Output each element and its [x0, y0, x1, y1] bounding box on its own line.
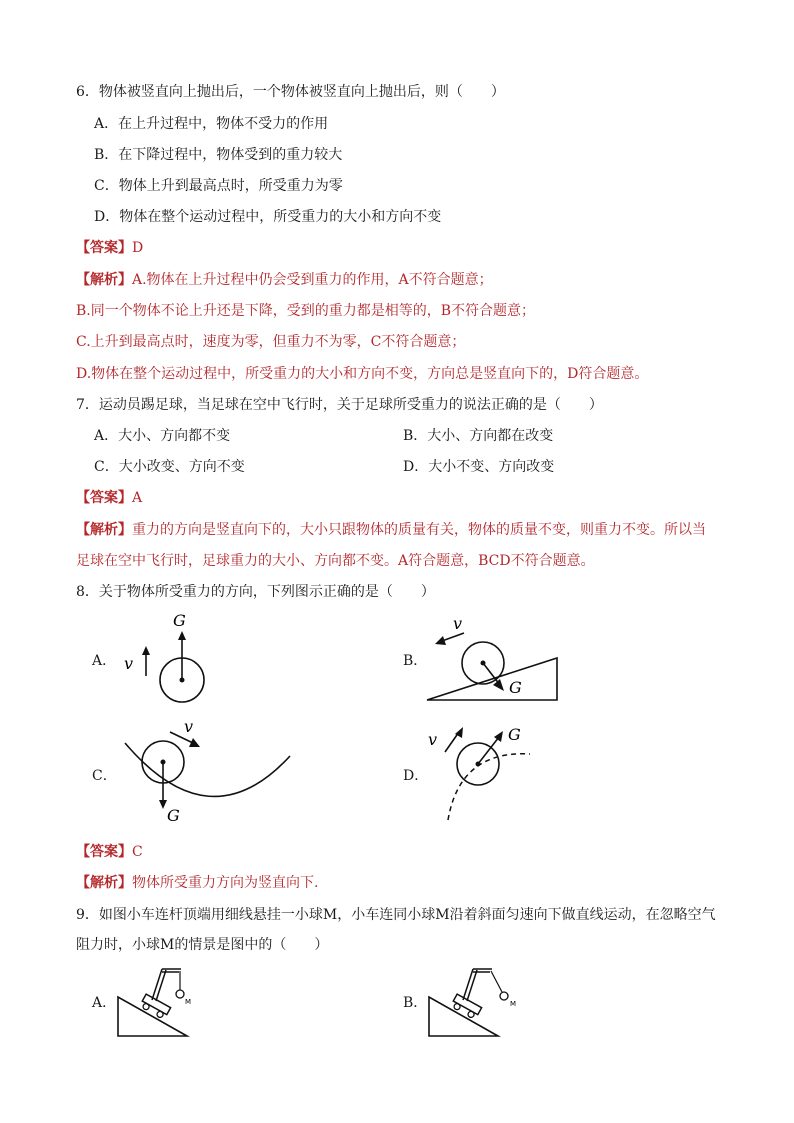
q8-figure-d — [420, 720, 550, 830]
q8-figure-a-label: A． — [92, 653, 117, 669]
q9-figure-a — [115, 962, 195, 1040]
q6-analysis-line-3: C.上升到最高点时，速度为零，但重力不为零，C不符合题意； — [76, 334, 466, 350]
q7-option-b: B．大小、方向都在改变 — [403, 428, 554, 444]
ball-label: M — [510, 1000, 517, 1008]
gravity-arrowhead — [494, 731, 503, 742]
q9-stem-line-1: 9．如图小车连杆顶端用细线悬挂一小球M，小车连同小球M沿着斜面匀速向下做直线运动，在忽略空气 — [76, 907, 716, 923]
answer-value: A — [132, 490, 143, 506]
q9-figure-a-label: A． — [92, 995, 117, 1011]
q6-analysis-line-1 — [76, 270, 493, 290]
velocity-arrowhead — [142, 646, 150, 655]
q8-figure-c-label: C． — [92, 768, 117, 784]
q8-stem: 8．关于物体所受重力的方向，下列图示正确的是（ ） — [76, 584, 435, 600]
q6-option-c: C．物体上升到最高点时，所受重力为零 — [94, 178, 343, 194]
incline — [427, 658, 557, 700]
answer-value: D — [132, 240, 144, 256]
incline — [429, 997, 498, 1036]
trajectory-dashed — [448, 754, 530, 820]
q8-figure-d-label: D． — [403, 768, 429, 784]
q8-figure-a — [115, 610, 225, 710]
gravity-arrowhead — [159, 800, 167, 809]
answer-value: C — [132, 844, 143, 860]
q8-figure-c — [115, 718, 300, 828]
q7-option-a: A．大小、方向都不变 — [94, 428, 231, 444]
q7-stem: 7．运动员踢足球，当足球在空中飞行时，关于足球所受重力的说法正确的是（ ） — [76, 397, 603, 413]
cart — [139, 994, 170, 1020]
ball-m — [176, 990, 184, 998]
q6-analysis-line-2: B.同一个物体不论上升还是下降，受到的重力都是相等的，B不符合题意； — [76, 303, 536, 319]
velocity-arrowhead — [435, 636, 446, 645]
g-symbol: G — [167, 806, 180, 825]
analysis-text: A.物体在上升过程中仍会受到重力的作用，A不符合题意； — [132, 272, 493, 288]
q6-option-b: B．在下降过程中，物体受到的重力较大 — [94, 147, 343, 163]
q6-option-d: D．物体在整个运动过程中，所受重力的大小和方向不变 — [94, 209, 442, 225]
q9-figure-b — [426, 962, 521, 1040]
v-symbol: v — [124, 654, 134, 673]
q6-option-a: A．在上升过程中，物体不受力的作用 — [94, 116, 329, 132]
q7-answer — [76, 488, 142, 508]
gravity-arrowhead — [178, 631, 186, 640]
q8-figure-b — [420, 612, 565, 707]
v-symbol: v — [453, 614, 463, 633]
incline — [118, 997, 187, 1036]
q6-stem: 6．物体被竖直向上抛出后，一个物体被竖直向上抛出后，则（ ） — [76, 84, 505, 100]
q8-figure-b-label: B． — [403, 653, 428, 669]
cart — [450, 994, 481, 1020]
velocity-arrow — [442, 633, 464, 641]
g-symbol: G — [508, 725, 521, 744]
q9-figure-b-label: B． — [403, 995, 428, 1011]
q7-option-d: D．大小不变、方向改变 — [403, 459, 555, 475]
q9-stem-line-2: 阻力时，小球M的情景是图中的（ ） — [76, 937, 329, 953]
q6-analysis-line-4: D.物体在整个运动过程中，所受重力的大小和方向不变，方向总是竖直向下的，D符合题意。 — [76, 366, 649, 382]
q7-analysis-line-1 — [76, 520, 706, 540]
q7-option-c: C．大小改变、方向不变 — [94, 459, 245, 475]
answer-label: 【答案】 — [76, 240, 132, 256]
cart-pole — [463, 969, 492, 1001]
analysis-label: 【解析】 — [76, 272, 132, 288]
v-symbol: v — [428, 730, 438, 749]
analysis-label: 【解析】 — [76, 522, 132, 538]
g-symbol: G — [509, 678, 522, 697]
q8-answer — [76, 842, 143, 862]
q7-analysis-line-2: 足球在空中飞行时，足球重力的大小、方向都不变。A符合题意，BCD不符合题意。 — [76, 553, 595, 569]
answer-label: 【答案】 — [76, 844, 132, 860]
v-symbol: v — [184, 717, 194, 736]
string — [491, 971, 502, 992]
curved-track — [125, 743, 290, 796]
answer-label: 【答案】 — [76, 490, 132, 506]
q8-analysis-line-1 — [76, 873, 318, 893]
analysis-text: 重力的方向是竖直向下的，大小只跟物体的质量有关，物体的质量不变，则重力不变。所以当 — [132, 522, 706, 538]
q6-answer — [76, 238, 143, 258]
g-symbol: G — [173, 611, 186, 630]
analysis-text: 物体所受重力方向为竖直向下. — [132, 875, 319, 891]
ball-m — [500, 992, 508, 1000]
ball-label: M — [185, 998, 192, 1006]
analysis-label: 【解析】 — [76, 875, 132, 891]
